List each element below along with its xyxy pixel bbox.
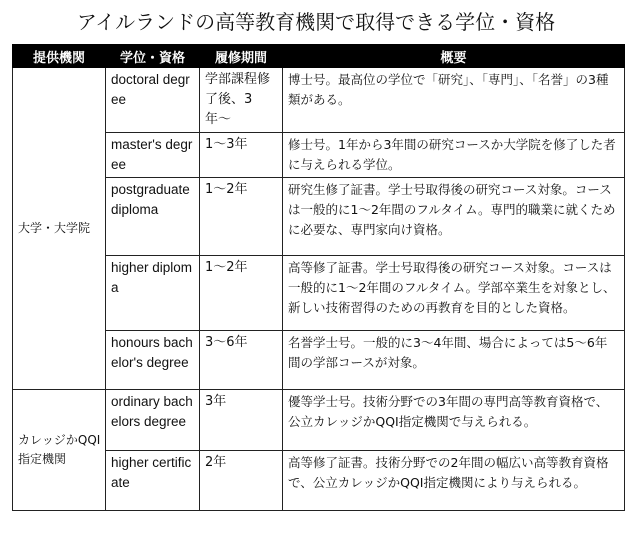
header-summary: 概要: [283, 45, 625, 68]
degree-cell: higher diploma: [106, 256, 200, 331]
table-row: [13, 390, 625, 451]
period-cell: 学部課程修了後、3年〜: [200, 68, 283, 133]
summary-cell: 名誉学士号。一般的に3〜4年間、場合によっては5〜6年間の学部コースが対象。: [283, 331, 625, 390]
summary-cell: 研究生修了証書。学士号取得後の研究コース対象。コースは一般的に1〜2年間のフルタイム。専門的職業に就くために必要な、専門家向け資格。: [283, 178, 625, 256]
degree-cell: postgraduate diploma: [106, 178, 200, 256]
provider-cell: カレッジかQQI指定機関: [13, 390, 106, 511]
summary-cell: 高等修了証書。技術分野での2年間の幅広い高等教育資格で、公立カレッジかQQI指定機関により与えられる。: [283, 451, 625, 511]
period-cell: 1〜2年: [200, 178, 283, 256]
period-cell: 3〜6年: [200, 331, 283, 390]
summary-cell: 高等修了証書。学士号取得後の研究コース対象。コースは一般的に1〜2年間のフルタイム。学部卒業生を対象とし、新しい技術習得のための再教育を目的とした資格。: [283, 256, 625, 331]
header-degree: 学位・資格: [106, 45, 200, 68]
header-period: 履修期間: [200, 45, 283, 68]
table-row: [13, 68, 625, 133]
degree-cell: doctoral degree: [106, 68, 200, 133]
degree-cell: ordinary bachelors degree: [106, 390, 200, 451]
qualifications-table: [12, 44, 625, 511]
summary-cell: 優等学士号。技術分野での3年間の専門高等教育資格で、公立カレッジかQQI指定機関で与えられる。: [283, 390, 625, 451]
header-provider: 提供機関: [13, 45, 106, 68]
period-cell: 3年: [200, 390, 283, 451]
degree-cell: master's degree: [106, 133, 200, 178]
degree-cell: higher certificate: [106, 451, 200, 511]
page-title: アイルランドの高等教育機関で取得できる学位・資格: [76, 10, 556, 34]
period-cell: 1〜3年: [200, 133, 283, 178]
header-row: [13, 45, 625, 68]
degree-cell: honours bachelor's degree: [106, 331, 200, 390]
provider-cell: 大学・大学院: [13, 68, 106, 390]
summary-cell: 博士号。最高位の学位で「研究」、「専門」、「名誉」の3種類がある。: [283, 68, 625, 133]
summary-cell: 修士号。1年から3年間の研究コースか大学院を修了した者に与えられる学位。: [283, 133, 625, 178]
period-cell: 2年: [200, 451, 283, 511]
period-cell: 1〜2年: [200, 256, 283, 331]
